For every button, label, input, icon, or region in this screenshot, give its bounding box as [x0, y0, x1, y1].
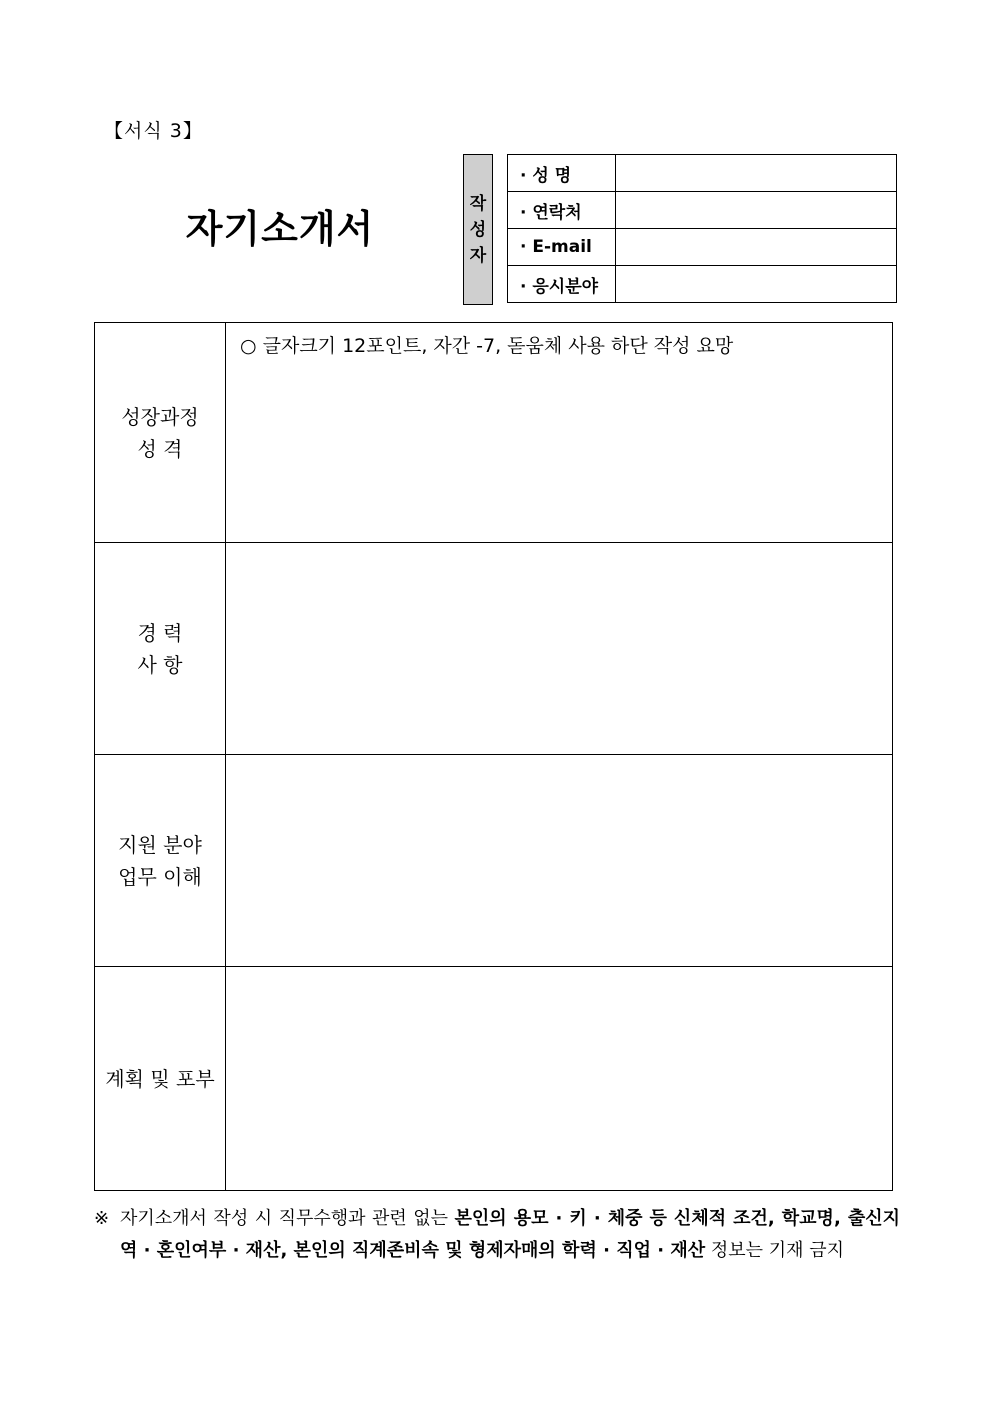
author-row-name [508, 155, 897, 192]
section-growth-header [95, 323, 226, 543]
section-header-line: 계획 및 포부 [105, 1066, 215, 1091]
section-plan-body[interactable] [226, 967, 893, 1191]
author-row-field [508, 266, 897, 303]
section-header-line: 성장과정 [121, 404, 199, 429]
author-tag-char: 자 [469, 245, 487, 266]
section-header-line: 지원 분야 [118, 832, 202, 857]
applied-field-label: · 응시분야 [508, 266, 616, 303]
section-growth-row [95, 323, 893, 543]
author-tag-char: 작 [469, 193, 487, 214]
form-number: 【서식 3】 [104, 120, 203, 142]
section-header-line: 성 격 [137, 436, 183, 461]
writing-instruction: ○ 글자크기 12포인트, 자간 -7, 돋움체 사용 하단 작성 요망 [240, 335, 734, 357]
footnote-part: 자기소개서 작성 시 직무수행과 관련 없는 [120, 1208, 455, 1229]
section-career-row [95, 543, 893, 755]
section-understanding-body[interactable] [226, 755, 893, 967]
email-field[interactable] [616, 229, 897, 266]
contact-field[interactable] [616, 192, 897, 229]
section-understanding-header [95, 755, 226, 967]
author-tag [463, 154, 493, 305]
section-plan-header [95, 967, 226, 1191]
section-career-header [95, 543, 226, 755]
section-header-line: 사 항 [137, 652, 183, 677]
footnote-part: 정보는 기재 금지 [705, 1240, 845, 1261]
document-title: 자기소개서 [185, 207, 375, 251]
section-career-body[interactable] [226, 543, 893, 755]
section-header-line: 업무 이해 [118, 864, 202, 889]
author-info-block [463, 154, 899, 305]
footnote-mark: ※ [94, 1208, 110, 1229]
self-introduction-table [94, 322, 893, 1191]
section-understanding-row [95, 755, 893, 967]
contact-label: · 연락처 [508, 192, 616, 229]
footnote-text [120, 1203, 900, 1267]
author-row-email [508, 229, 897, 266]
email-label: · E-mail [508, 229, 616, 266]
author-table [507, 154, 897, 303]
applied-field-field[interactable] [616, 266, 897, 303]
author-row-contact [508, 192, 897, 229]
name-label: · 성 명 [508, 155, 616, 192]
name-field[interactable] [616, 155, 897, 192]
section-plan-row [95, 967, 893, 1191]
footnote [94, 1203, 900, 1267]
footnote-part-bold: 본인의 용모 · 키 · 체중 등 신체적 조건, 학교명, 출신지역 · 혼인여부 · 재산, 본인의 직계존비속 및 형제자매의 학력 · 직업 · 재산 [120, 1208, 900, 1261]
section-header-line: 경 력 [137, 620, 183, 645]
author-tag-char: 성 [469, 219, 487, 240]
section-growth-body[interactable] [226, 323, 893, 543]
